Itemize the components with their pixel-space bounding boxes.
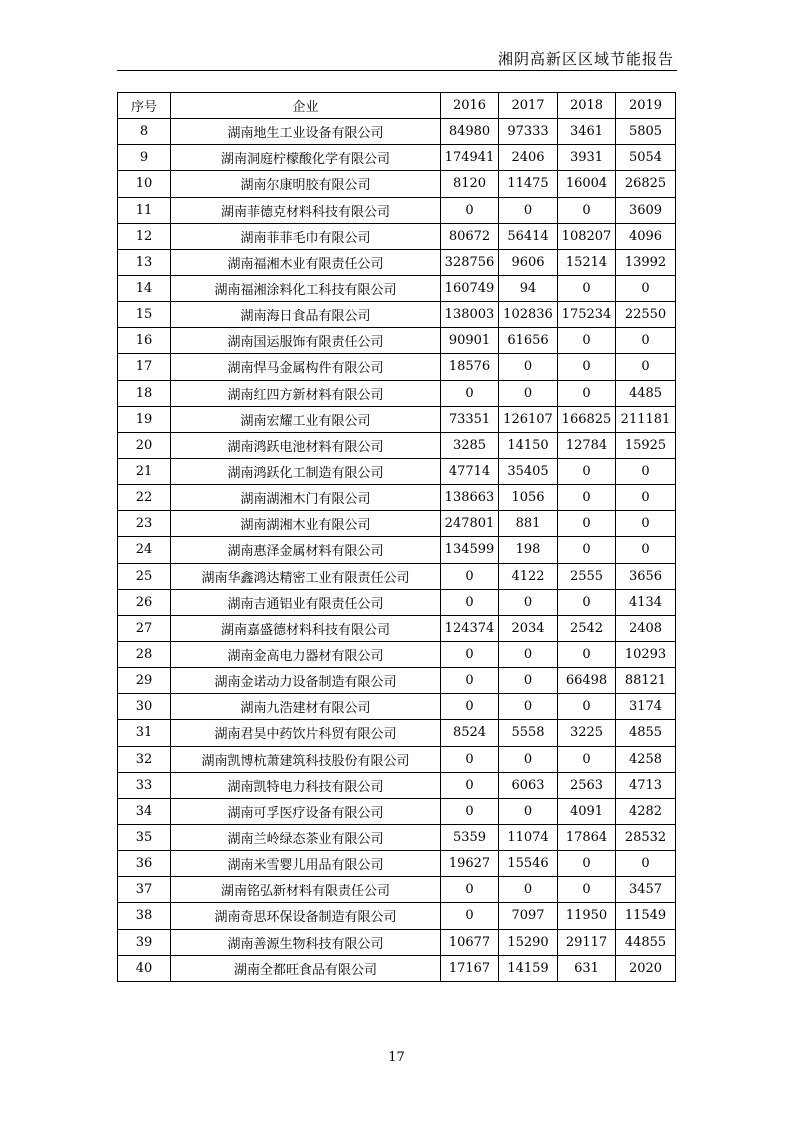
cell-2018: 108207 bbox=[558, 223, 616, 249]
cell-2016: 10677 bbox=[441, 929, 499, 955]
cell-2016: 0 bbox=[441, 563, 499, 589]
table-row bbox=[118, 877, 676, 903]
cell-enterprise: 湖南尔康明胶有限公司 bbox=[171, 171, 441, 197]
cell-index: 28 bbox=[118, 641, 171, 667]
cell-2018: 0 bbox=[558, 746, 616, 772]
cell-enterprise: 湖南金诺动力设备制造有限公司 bbox=[171, 668, 441, 694]
enterprise-energy-table bbox=[117, 92, 676, 982]
cell-enterprise: 湖南菲德克材料科技有限公司 bbox=[171, 197, 441, 223]
cell-2016: 0 bbox=[441, 746, 499, 772]
cell-index: 19 bbox=[118, 406, 171, 432]
table-row bbox=[118, 145, 676, 171]
cell-2017: 198 bbox=[499, 537, 558, 563]
cell-2018: 0 bbox=[558, 354, 616, 380]
cell-2017: 94 bbox=[499, 275, 558, 301]
table-row bbox=[118, 746, 676, 772]
cell-2016: 18576 bbox=[441, 354, 499, 380]
cell-2017: 6063 bbox=[499, 772, 558, 798]
cell-2019: 3457 bbox=[616, 877, 676, 903]
cell-2017: 1056 bbox=[499, 485, 558, 511]
cell-2019: 4282 bbox=[616, 798, 676, 824]
column-header-2017: 2017 bbox=[499, 93, 558, 119]
cell-2018: 17864 bbox=[558, 824, 616, 850]
cell-index: 23 bbox=[118, 511, 171, 537]
cell-2019: 4134 bbox=[616, 589, 676, 615]
cell-2018: 3931 bbox=[558, 145, 616, 171]
table-row bbox=[118, 432, 676, 458]
cell-2017: 0 bbox=[499, 589, 558, 615]
cell-2017: 126107 bbox=[499, 406, 558, 432]
cell-2017: 4122 bbox=[499, 563, 558, 589]
table-row bbox=[118, 720, 676, 746]
cell-2018: 2555 bbox=[558, 563, 616, 589]
cell-index: 34 bbox=[118, 798, 171, 824]
cell-2016: 73351 bbox=[441, 406, 499, 432]
cell-2018: 29117 bbox=[558, 929, 616, 955]
cell-index: 8 bbox=[118, 119, 171, 145]
cell-2016: 0 bbox=[441, 589, 499, 615]
cell-enterprise: 湖南菲菲毛巾有限公司 bbox=[171, 223, 441, 249]
table-row bbox=[118, 302, 676, 328]
cell-enterprise: 湖南全都旺食品有限公司 bbox=[171, 955, 441, 981]
cell-2017: 56414 bbox=[499, 223, 558, 249]
cell-enterprise: 湖南湖湘木门有限公司 bbox=[171, 485, 441, 511]
cell-index: 13 bbox=[118, 249, 171, 275]
cell-2019: 13992 bbox=[616, 249, 676, 275]
cell-2016: 84980 bbox=[441, 119, 499, 145]
cell-2019: 4855 bbox=[616, 720, 676, 746]
cell-2016: 0 bbox=[441, 668, 499, 694]
cell-2018: 0 bbox=[558, 458, 616, 484]
cell-enterprise: 湖南铭弘新材料有限责任公司 bbox=[171, 877, 441, 903]
cell-2017: 11074 bbox=[499, 824, 558, 850]
cell-2016: 247801 bbox=[441, 511, 499, 537]
cell-2018: 15214 bbox=[558, 249, 616, 275]
report-header-title: 湘阴高新区区域节能报告 bbox=[497, 50, 674, 68]
cell-2019: 4713 bbox=[616, 772, 676, 798]
cell-2017: 0 bbox=[499, 380, 558, 406]
cell-2016: 80672 bbox=[441, 223, 499, 249]
cell-2019: 11549 bbox=[616, 903, 676, 929]
cell-2019: 4096 bbox=[616, 223, 676, 249]
table-row bbox=[118, 328, 676, 354]
cell-index: 15 bbox=[118, 302, 171, 328]
cell-enterprise: 湖南惠泽金属材料有限公司 bbox=[171, 537, 441, 563]
cell-2019: 0 bbox=[616, 511, 676, 537]
cell-2017: 0 bbox=[499, 668, 558, 694]
table-row bbox=[118, 171, 676, 197]
cell-2018: 16004 bbox=[558, 171, 616, 197]
cell-2019: 88121 bbox=[616, 668, 676, 694]
cell-2016: 138003 bbox=[441, 302, 499, 328]
cell-enterprise: 湖南国运服饰有限责任公司 bbox=[171, 328, 441, 354]
cell-2016: 328756 bbox=[441, 249, 499, 275]
table-row bbox=[118, 119, 676, 145]
cell-enterprise: 湖南红四方新材料有限公司 bbox=[171, 380, 441, 406]
cell-2018: 0 bbox=[558, 537, 616, 563]
cell-enterprise: 湖南凯特电力科技有限公司 bbox=[171, 772, 441, 798]
cell-index: 25 bbox=[118, 563, 171, 589]
cell-2017: 61656 bbox=[499, 328, 558, 354]
cell-2016: 134599 bbox=[441, 537, 499, 563]
cell-2017: 97333 bbox=[499, 119, 558, 145]
cell-enterprise: 湖南嘉盛德材料科技有限公司 bbox=[171, 615, 441, 641]
cell-2017: 0 bbox=[499, 798, 558, 824]
cell-2016: 8524 bbox=[441, 720, 499, 746]
cell-index: 40 bbox=[118, 955, 171, 981]
cell-2019: 0 bbox=[616, 485, 676, 511]
cell-index: 38 bbox=[118, 903, 171, 929]
cell-index: 10 bbox=[118, 171, 171, 197]
cell-enterprise: 湖南九浩建材有限公司 bbox=[171, 694, 441, 720]
table-row bbox=[118, 903, 676, 929]
cell-enterprise: 湖南洞庭柠檬酸化学有限公司 bbox=[171, 145, 441, 171]
header-divider bbox=[117, 70, 677, 71]
cell-index: 30 bbox=[118, 694, 171, 720]
cell-2017: 0 bbox=[499, 354, 558, 380]
cell-2017: 15290 bbox=[499, 929, 558, 955]
cell-index: 33 bbox=[118, 772, 171, 798]
cell-enterprise: 湖南可孚医疗设备有限公司 bbox=[171, 798, 441, 824]
cell-enterprise: 湖南悍马金属构件有限公司 bbox=[171, 354, 441, 380]
column-header-2018: 2018 bbox=[558, 93, 616, 119]
cell-2016: 19627 bbox=[441, 851, 499, 877]
table-row bbox=[118, 929, 676, 955]
cell-2018: 12784 bbox=[558, 432, 616, 458]
cell-enterprise: 湖南君昊中药饮片科贸有限公司 bbox=[171, 720, 441, 746]
cell-enterprise: 湖南米雪婴儿用品有限公司 bbox=[171, 851, 441, 877]
table-row bbox=[118, 223, 676, 249]
cell-2018: 0 bbox=[558, 275, 616, 301]
cell-enterprise: 湖南华鑫鸿达精密工业有限责任公司 bbox=[171, 563, 441, 589]
cell-index: 18 bbox=[118, 380, 171, 406]
cell-2018: 631 bbox=[558, 955, 616, 981]
cell-2019: 3174 bbox=[616, 694, 676, 720]
cell-index: 22 bbox=[118, 485, 171, 511]
cell-2019: 0 bbox=[616, 851, 676, 877]
cell-enterprise: 湖南兰岭绿态茶业有限公司 bbox=[171, 824, 441, 850]
table-row bbox=[118, 406, 676, 432]
table-row bbox=[118, 955, 676, 981]
cell-2017: 0 bbox=[499, 877, 558, 903]
cell-2016: 3285 bbox=[441, 432, 499, 458]
cell-2019: 3609 bbox=[616, 197, 676, 223]
table-row bbox=[118, 380, 676, 406]
cell-2019: 2020 bbox=[616, 955, 676, 981]
cell-index: 36 bbox=[118, 851, 171, 877]
cell-2017: 102836 bbox=[499, 302, 558, 328]
cell-2017: 7097 bbox=[499, 903, 558, 929]
cell-2017: 0 bbox=[499, 746, 558, 772]
cell-2016: 138663 bbox=[441, 485, 499, 511]
table-row bbox=[118, 511, 676, 537]
table-row bbox=[118, 824, 676, 850]
table-row bbox=[118, 694, 676, 720]
table-row bbox=[118, 589, 676, 615]
table-body bbox=[118, 119, 676, 982]
cell-2018: 3225 bbox=[558, 720, 616, 746]
cell-2019: 5054 bbox=[616, 145, 676, 171]
cell-2018: 0 bbox=[558, 328, 616, 354]
cell-2019: 0 bbox=[616, 458, 676, 484]
cell-2017: 35405 bbox=[499, 458, 558, 484]
cell-index: 27 bbox=[118, 615, 171, 641]
cell-2018: 0 bbox=[558, 197, 616, 223]
table-row bbox=[118, 641, 676, 667]
cell-index: 17 bbox=[118, 354, 171, 380]
cell-2018: 0 bbox=[558, 877, 616, 903]
cell-2016: 124374 bbox=[441, 615, 499, 641]
cell-2016: 0 bbox=[441, 197, 499, 223]
table-row bbox=[118, 615, 676, 641]
column-header-enterprise: 企业 bbox=[171, 93, 441, 119]
table-row bbox=[118, 354, 676, 380]
cell-2018: 4091 bbox=[558, 798, 616, 824]
cell-2017: 15546 bbox=[499, 851, 558, 877]
cell-enterprise: 湖南吉通铝业有限责任公司 bbox=[171, 589, 441, 615]
cell-2018: 0 bbox=[558, 641, 616, 667]
cell-2016: 0 bbox=[441, 380, 499, 406]
table-row bbox=[118, 668, 676, 694]
cell-2019: 28532 bbox=[616, 824, 676, 850]
cell-index: 16 bbox=[118, 328, 171, 354]
cell-enterprise: 湖南地生工业设备有限公司 bbox=[171, 119, 441, 145]
table-row bbox=[118, 851, 676, 877]
cell-2017: 2406 bbox=[499, 145, 558, 171]
column-header-2016: 2016 bbox=[441, 93, 499, 119]
table-row bbox=[118, 197, 676, 223]
cell-index: 9 bbox=[118, 145, 171, 171]
cell-index: 29 bbox=[118, 668, 171, 694]
cell-index: 31 bbox=[118, 720, 171, 746]
cell-2018: 0 bbox=[558, 511, 616, 537]
cell-2018: 175234 bbox=[558, 302, 616, 328]
cell-2018: 0 bbox=[558, 485, 616, 511]
table-row bbox=[118, 485, 676, 511]
cell-2018: 11950 bbox=[558, 903, 616, 929]
cell-2017: 881 bbox=[499, 511, 558, 537]
page-number: 17 bbox=[388, 1050, 405, 1065]
cell-2019: 0 bbox=[616, 328, 676, 354]
table-row bbox=[118, 537, 676, 563]
cell-2016: 0 bbox=[441, 694, 499, 720]
cell-2017: 0 bbox=[499, 694, 558, 720]
cell-index: 14 bbox=[118, 275, 171, 301]
cell-index: 32 bbox=[118, 746, 171, 772]
cell-enterprise: 湖南善源生物科技有限公司 bbox=[171, 929, 441, 955]
cell-2016: 174941 bbox=[441, 145, 499, 171]
cell-enterprise: 湖南福湘涂料化工科技有限公司 bbox=[171, 275, 441, 301]
cell-2019: 4258 bbox=[616, 746, 676, 772]
cell-enterprise: 湖南宏耀工业有限公司 bbox=[171, 406, 441, 432]
cell-2019: 10293 bbox=[616, 641, 676, 667]
cell-2019: 15925 bbox=[616, 432, 676, 458]
table-row bbox=[118, 798, 676, 824]
cell-enterprise: 湖南湖湘木业有限公司 bbox=[171, 511, 441, 537]
table-row bbox=[118, 772, 676, 798]
table-header-row bbox=[118, 93, 676, 119]
cell-2018: 0 bbox=[558, 694, 616, 720]
column-header-2019: 2019 bbox=[616, 93, 676, 119]
cell-enterprise: 湖南奇思环保设备制造有限公司 bbox=[171, 903, 441, 929]
cell-2017: 2034 bbox=[499, 615, 558, 641]
cell-enterprise: 湖南福湘木业有限责任公司 bbox=[171, 249, 441, 275]
cell-index: 24 bbox=[118, 537, 171, 563]
cell-enterprise: 湖南鸿跃电池材料有限公司 bbox=[171, 432, 441, 458]
cell-2019: 26825 bbox=[616, 171, 676, 197]
cell-index: 12 bbox=[118, 223, 171, 249]
cell-2019: 0 bbox=[616, 354, 676, 380]
cell-2018: 2563 bbox=[558, 772, 616, 798]
cell-2018: 0 bbox=[558, 380, 616, 406]
cell-2018: 3461 bbox=[558, 119, 616, 145]
cell-enterprise: 湖南金高电力器材有限公司 bbox=[171, 641, 441, 667]
cell-2019: 0 bbox=[616, 537, 676, 563]
cell-2019: 22550 bbox=[616, 302, 676, 328]
cell-2017: 0 bbox=[499, 197, 558, 223]
cell-2019: 5805 bbox=[616, 119, 676, 145]
cell-2016: 0 bbox=[441, 903, 499, 929]
cell-2018: 0 bbox=[558, 851, 616, 877]
table-row bbox=[118, 249, 676, 275]
cell-2019: 3656 bbox=[616, 563, 676, 589]
table-row bbox=[118, 563, 676, 589]
cell-2019: 44855 bbox=[616, 929, 676, 955]
cell-2016: 17167 bbox=[441, 955, 499, 981]
cell-2018: 166825 bbox=[558, 406, 616, 432]
cell-index: 20 bbox=[118, 432, 171, 458]
cell-2016: 47714 bbox=[441, 458, 499, 484]
cell-enterprise: 湖南凯博杭萧建筑科技股份有限公司 bbox=[171, 746, 441, 772]
cell-index: 11 bbox=[118, 197, 171, 223]
cell-2017: 11475 bbox=[499, 171, 558, 197]
cell-2019: 0 bbox=[616, 275, 676, 301]
cell-2016: 5359 bbox=[441, 824, 499, 850]
cell-enterprise: 湖南鸿跃化工制造有限公司 bbox=[171, 458, 441, 484]
cell-2019: 4485 bbox=[616, 380, 676, 406]
cell-2018: 2542 bbox=[558, 615, 616, 641]
cell-enterprise: 湖南海日食品有限公司 bbox=[171, 302, 441, 328]
table-row bbox=[118, 275, 676, 301]
table-row bbox=[118, 458, 676, 484]
cell-2016: 90901 bbox=[441, 328, 499, 354]
cell-2018: 0 bbox=[558, 589, 616, 615]
cell-index: 21 bbox=[118, 458, 171, 484]
cell-2017: 0 bbox=[499, 641, 558, 667]
cell-index: 35 bbox=[118, 824, 171, 850]
cell-index: 39 bbox=[118, 929, 171, 955]
cell-2017: 9606 bbox=[499, 249, 558, 275]
cell-2019: 211181 bbox=[616, 406, 676, 432]
cell-2016: 0 bbox=[441, 798, 499, 824]
cell-2019: 2408 bbox=[616, 615, 676, 641]
cell-2016: 0 bbox=[441, 877, 499, 903]
column-header-index: 序号 bbox=[118, 93, 171, 119]
cell-2017: 5558 bbox=[499, 720, 558, 746]
cell-2016: 0 bbox=[441, 772, 499, 798]
cell-2017: 14159 bbox=[499, 955, 558, 981]
cell-2016: 160749 bbox=[441, 275, 499, 301]
cell-index: 26 bbox=[118, 589, 171, 615]
cell-2017: 14150 bbox=[499, 432, 558, 458]
cell-2018: 66498 bbox=[558, 668, 616, 694]
cell-2016: 8120 bbox=[441, 171, 499, 197]
cell-2016: 0 bbox=[441, 641, 499, 667]
cell-index: 37 bbox=[118, 877, 171, 903]
